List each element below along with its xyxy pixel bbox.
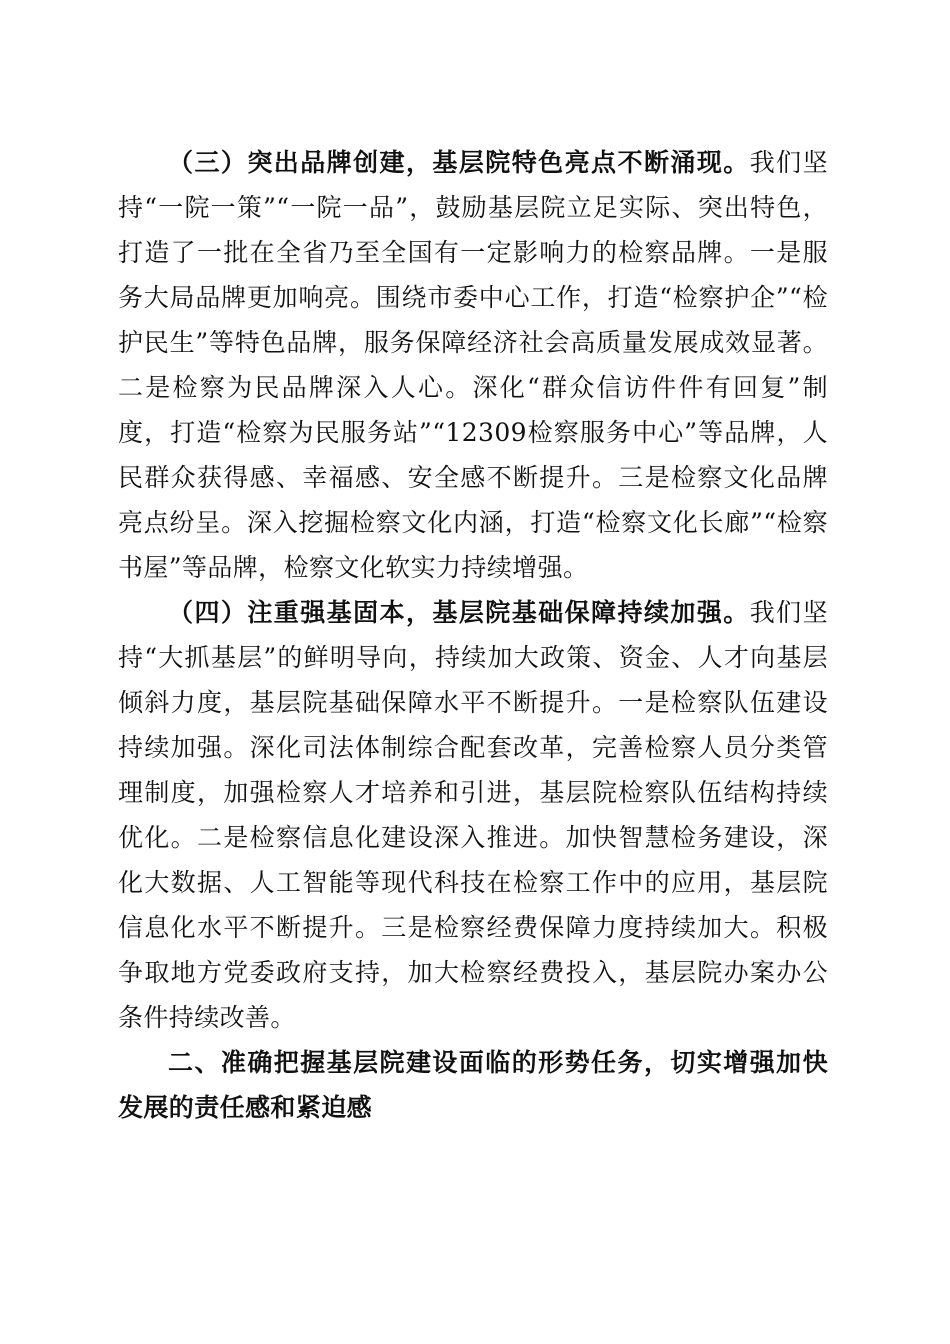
paragraph-lead: （四）注重强基固本，基层院基础保障持续加强。 [168, 598, 750, 627]
paragraph-body: 我们坚持“大抓基层”的鲜明导向，持续加大政策、资金、人才向基层倾斜力度，基层院基础保障水平不断提升。一是检察队伍建设持续加强。深化司法体制综合配套改革，完善检察人员分类管理制度，加强检察人才培养和引进，基层院检察队伍结构持续优化。二是检察信息化建设深入推进。加快智慧检务建设，深化大数据、人工智能等现代科技在检察工作中的应用，基层院信息化水平不断提升。三是检察经费保障力度持续加大。积极争取地方党委政府支持，加大检察经费投入，基层院办案办公条件持续改善。 [118, 598, 829, 1032]
document-page [118, 140, 828, 1130]
paragraph-body: 我们坚持“一院一策”“一院一品”，鼓励基层院立足实际、突出特色，打造了一批在全省乃至全国有一定影响力的检察品牌。一是服务大局品牌更加响亮。围绕市委中心工作，打造“检察护企”“检护民生”等特色品牌，服务保障经济社会高质量发展成效显著。二是检察为民品牌深入人心。深化“群众信访件件有回复”制度，打造“检察为民服务站”“12309检察服务中心”等品牌，人民群众获得感、幸福感、安全感不断提升。三是检察文化品牌亮点纷呈。深入挖掘检察文化内涵，打造“检察文化长廊”“检察书屋”等品牌，检察文化软实力持续增强。 [118, 148, 829, 582]
paragraph-foundation [118, 590, 828, 1040]
paragraph-lead: （三）突出品牌创建，基层院特色亮点不断涌现。 [168, 148, 750, 177]
paragraph-brand-building [118, 140, 828, 590]
section-heading: 二、准确把握基层院建设面临的形势任务，切实增强加快发展的责任感和紧迫感 [118, 1048, 828, 1122]
